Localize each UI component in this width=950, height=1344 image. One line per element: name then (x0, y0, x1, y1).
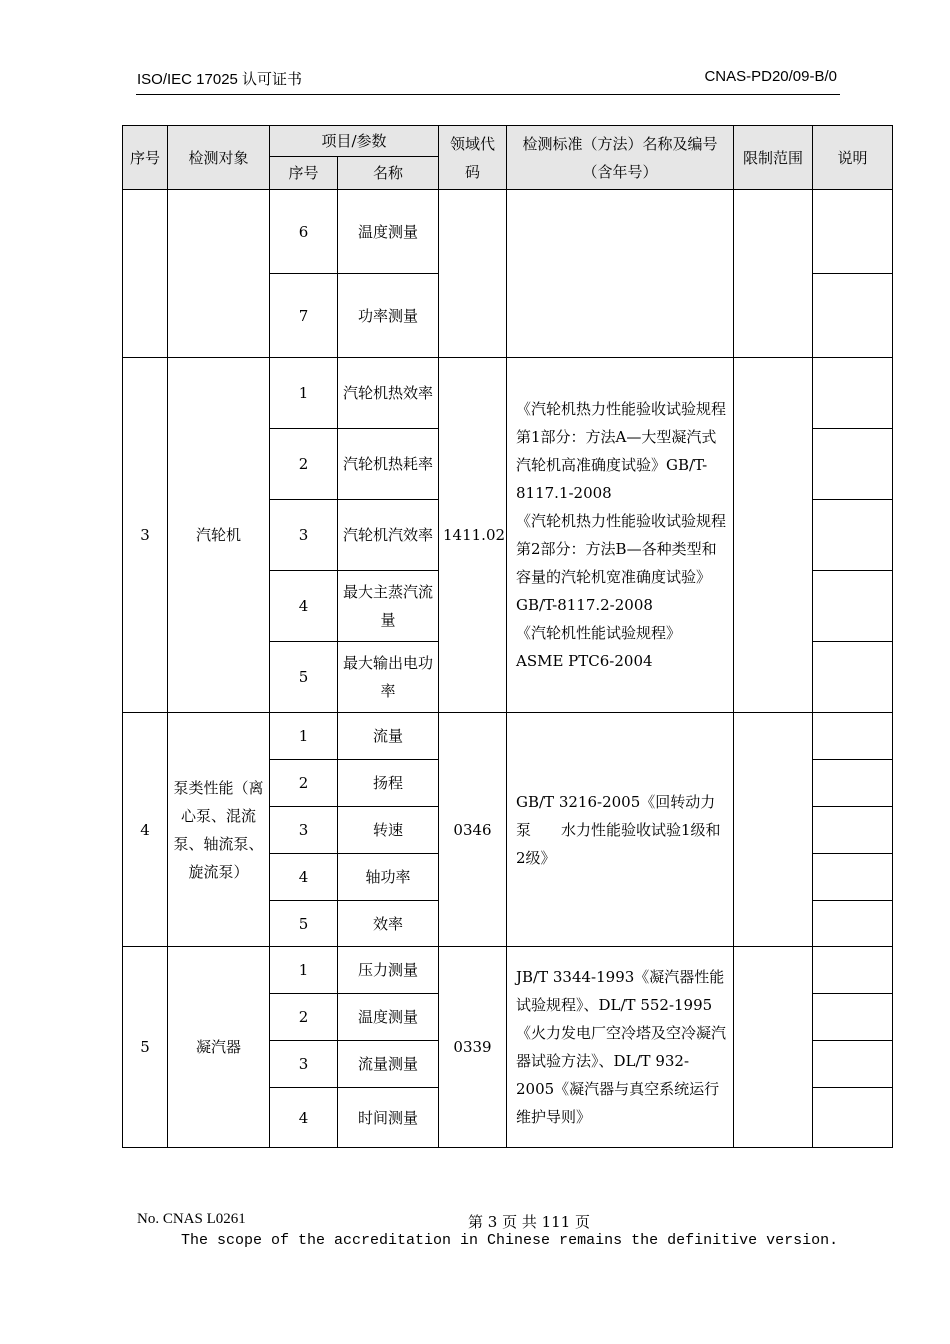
header-divider (136, 94, 840, 95)
item-seq-cell: 3 (270, 500, 338, 571)
limit-cell (734, 190, 813, 358)
code-cell: 0339 (439, 947, 507, 1148)
item-seq-cell: 5 (270, 901, 338, 947)
standard-text: GB/T 3216-2005《回转动力泵 水力性能验收试验1级和2级》 (516, 792, 721, 867)
footer-page-number: 第 3 页 共 111 页 (468, 1213, 591, 1231)
note-cell (813, 642, 893, 713)
item-name-cell: 扬程 (338, 760, 439, 807)
note-cell (813, 1088, 893, 1148)
header-item-group: 项目/参数 (270, 126, 439, 157)
item-name-cell: 汽轮机热耗率 (338, 429, 439, 500)
object-cell: 泵类性能（离心泵、混流泵、轴流泵、旋流泵） (168, 713, 270, 947)
item-name-cell: 流量 (338, 713, 439, 760)
note-cell (813, 947, 893, 994)
item-seq-cell: 4 (270, 854, 338, 901)
table-row (123, 358, 893, 429)
item-seq-cell: 4 (270, 1088, 338, 1148)
code-cell: 0346 (439, 713, 507, 947)
item-seq-cell: 7 (270, 274, 338, 358)
table-row (123, 947, 893, 994)
item-name-cell: 功率测量 (338, 274, 439, 358)
note-cell (813, 760, 893, 807)
footer-definitive-note: The scope of the accreditation in Chinese remains the definitive version. (181, 1232, 839, 1249)
item-seq-cell: 6 (270, 190, 338, 274)
header-limit: 限制范围 (734, 126, 813, 190)
note-cell (813, 274, 893, 358)
item-seq-cell: 3 (270, 807, 338, 854)
item-seq-cell: 2 (270, 760, 338, 807)
standard-cell (507, 713, 734, 947)
item-name-cell: 效率 (338, 901, 439, 947)
note-cell (813, 854, 893, 901)
standard-text: 《汽轮机热力性能验收试验规程 第1部分：方法A—大型凝汽式汽轮机高准确度试验》GB/T-8117.1-2008 (516, 400, 727, 502)
item-seq-cell: 3 (270, 1041, 338, 1088)
item-name-cell: 最大输出电功率 (338, 642, 439, 713)
standard-cell (507, 190, 734, 358)
table-row (123, 190, 893, 274)
header-field-code: 领域代码 (439, 126, 507, 190)
seq-cell: 3 (123, 358, 168, 713)
note-cell (813, 571, 893, 642)
object-cell: 凝汽器 (168, 947, 270, 1148)
header-item-name: 名称 (338, 157, 439, 190)
footer-certificate-number: No. CNAS L0261 (137, 1211, 246, 1227)
note-cell (813, 190, 893, 274)
item-name-cell: 压力测量 (338, 947, 439, 994)
seq-cell: 4 (123, 713, 168, 947)
header-item-seq: 序号 (270, 157, 338, 190)
note-cell (813, 713, 893, 760)
code-cell (439, 190, 507, 358)
accreditation-scope-table (122, 125, 893, 1148)
table-row (123, 713, 893, 760)
item-seq-cell: 1 (270, 358, 338, 429)
item-name-cell: 流量测量 (338, 1041, 439, 1088)
item-seq-cell: 4 (270, 571, 338, 642)
item-name-cell: 时间测量 (338, 1088, 439, 1148)
standard-cell (507, 358, 734, 713)
header-certificate-title: ISO/IEC 17025 认可证书 (137, 71, 303, 88)
standard-text: 《汽轮机性能试验规程》ASME PTC6-2004 (516, 624, 682, 670)
item-name-cell: 温度测量 (338, 190, 439, 274)
standard-text: JB/T 3344-1993《凝汽器性能试验规程》、DL/T 552-1995《火力发电厂空冷塔及空冷凝汽器试验方法》、DL/T 932-2005《凝汽器与真空系统运行维护导则》 (516, 968, 727, 1126)
header-note: 说明 (813, 126, 893, 190)
item-seq-cell: 2 (270, 429, 338, 500)
item-seq-cell: 2 (270, 994, 338, 1041)
seq-cell (123, 190, 168, 358)
object-cell (168, 190, 270, 358)
note-cell (813, 358, 893, 429)
limit-cell (734, 713, 813, 947)
item-seq-cell: 1 (270, 947, 338, 994)
limit-cell (734, 947, 813, 1148)
item-seq-cell: 1 (270, 713, 338, 760)
item-name-cell: 汽轮机热效率 (338, 358, 439, 429)
object-cell: 汽轮机 (168, 358, 270, 713)
item-name-cell: 汽轮机汽效率 (338, 500, 439, 571)
note-cell (813, 807, 893, 854)
item-seq-cell: 5 (270, 642, 338, 713)
note-cell (813, 1041, 893, 1088)
standard-text: 《汽轮机热力性能验收试验规程 第2部分：方法B—各种类型和容量的汽轮机宽准确度试验》GB/T-8117.2-2008 (516, 512, 727, 614)
item-name-cell: 最大主蒸汽流量 (338, 571, 439, 642)
note-cell (813, 994, 893, 1041)
header-seq: 序号 (123, 126, 168, 190)
header-object: 检测对象 (168, 126, 270, 190)
note-cell (813, 500, 893, 571)
item-name-cell: 转速 (338, 807, 439, 854)
note-cell (813, 901, 893, 947)
header-standard: 检测标准（方法）名称及编号（含年号） (507, 126, 734, 190)
note-cell (813, 429, 893, 500)
limit-cell (734, 358, 813, 713)
code-cell: 1411.02 (439, 358, 507, 713)
item-name-cell: 轴功率 (338, 854, 439, 901)
standard-cell (507, 947, 734, 1148)
header-document-code: CNAS-PD20/09-B/0 (704, 68, 837, 85)
item-name-cell: 温度测量 (338, 994, 439, 1041)
seq-cell: 5 (123, 947, 168, 1148)
